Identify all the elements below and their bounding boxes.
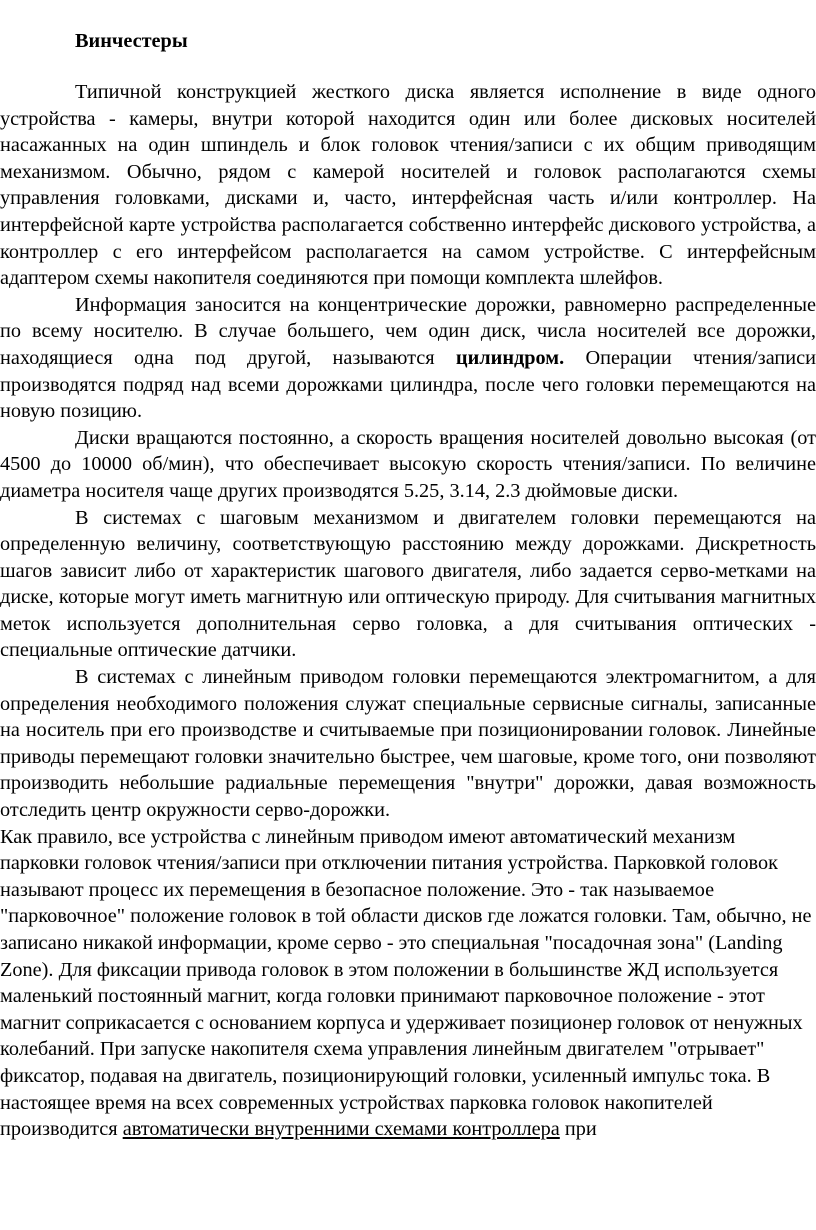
paragraph-text: при	[559, 1118, 597, 1141]
underlined-phrase: автоматически внутренними схемами контроллера	[122, 1118, 560, 1141]
paragraph-text: Операции чтения/записи производятся подряд над всеми дорожками цилиндра, после чего головки перемещаются на новую позицию.	[0, 346, 816, 423]
term-cylinder: цилиндром.	[455, 346, 565, 369]
paragraph-text: Как правило, все устройства с линейным приводом имеют автоматический механизм парковки головок чтения/записи при отключении питания устройства. Парковкой головок называют процесс их перемещения в безопасное положение. Это - так называемое "парковочное" положение головок в той области дисков где ложатся головки. Там, обычно, не записано никакой информации, кроме серво - это специальная "посадочная зона" (Landing Zone). Для фиксации привода головок в этом положении в большинстве ЖД используется маленький постоянный магнит, когда головки принимают парковочное положение - этот магнит соприкасается с основанием корпуса и удерживает позиционер головок от ненужных колебаний. При запуске накопителя схема управления линейным двигателем "отрывает" фиксатор, подавая на двигатель, позиционирующий головки, усиленный импульс тока. В настоящее время на всех современных устройствах парковка головок накопителей производится	[0, 825, 812, 1141]
paragraph-rotation-speed: Диски вращаются постоянно, а скорость вращения носителей довольно высокая (от 4500 до 10000 об/мин), что обеспечивает высокую скорость чтения/записи. По величине диаметра носителя чаще других производятся 5.25, 3.14, 2.3 дюймовые диски.	[0, 426, 816, 502]
paragraph-tracks-cylinder	[0, 292, 816, 425]
paragraph-hard-disk-design: Типичной конструкцией жесткого диска является исполнение в виде одного устройства - камеры, внутри которой находится один или более дисковых носителей насажанных на один шпиндель и блок головок чтения/записи с их общим приводящим механизмом. Обычно, рядом с камерой носителей и головок располагаются схемы управления головками, дисками и, часто, интерфейсная часть и/или контроллер. На интерфейсной карте устройства располагается собственно интерфейс дискового устройства, а контроллер с его интерфейсом располагается на самом устройстве. С интерфейсным адаптером схемы накопителя соединяются при помощи комплекта шлейфов.	[0, 81, 816, 290]
paragraph-head-parking	[0, 824, 816, 1143]
document-body	[0, 79, 816, 1143]
paragraph-linear-drive: В системах с линейным приводом головки перемещаются электромагнитом, а для определения необходимого положения служат специальные сервисные сигналы, записанные на носитель при его производстве и считываемые при позиционировании головок. Линейные приводы перемещают головки значительно быстрее, чем шаговые, кроме того, они позволяют производить небольшие радиальные перемещения "внутри" дорожки, давая возможность отследить центр окружности серво-дорожки.	[0, 666, 816, 822]
paragraph-text: Информация заносится на концентрические дорожки, равномерно распределенные по всему носителю. В случае большего, чем один диск, числа носителей все дорожки, находящиеся одна под другой, называются	[0, 293, 816, 369]
paragraph-stepper-mechanism: В системах с шаговым механизмом и двигателем головки перемещаются на определенную величину, соответствующую расстоянию между дорожками. Дискретность шагов зависит либо от характеристик шагового двигателя, либо задается серво-метками на диске, которые могут иметь магнитную или оптическую природу. Для считывания магнитных меток используется дополнительная серво головка, а для считывания оптических - специальные оптические датчики.	[0, 506, 816, 662]
document-title: Винчестеры	[75, 30, 188, 52]
